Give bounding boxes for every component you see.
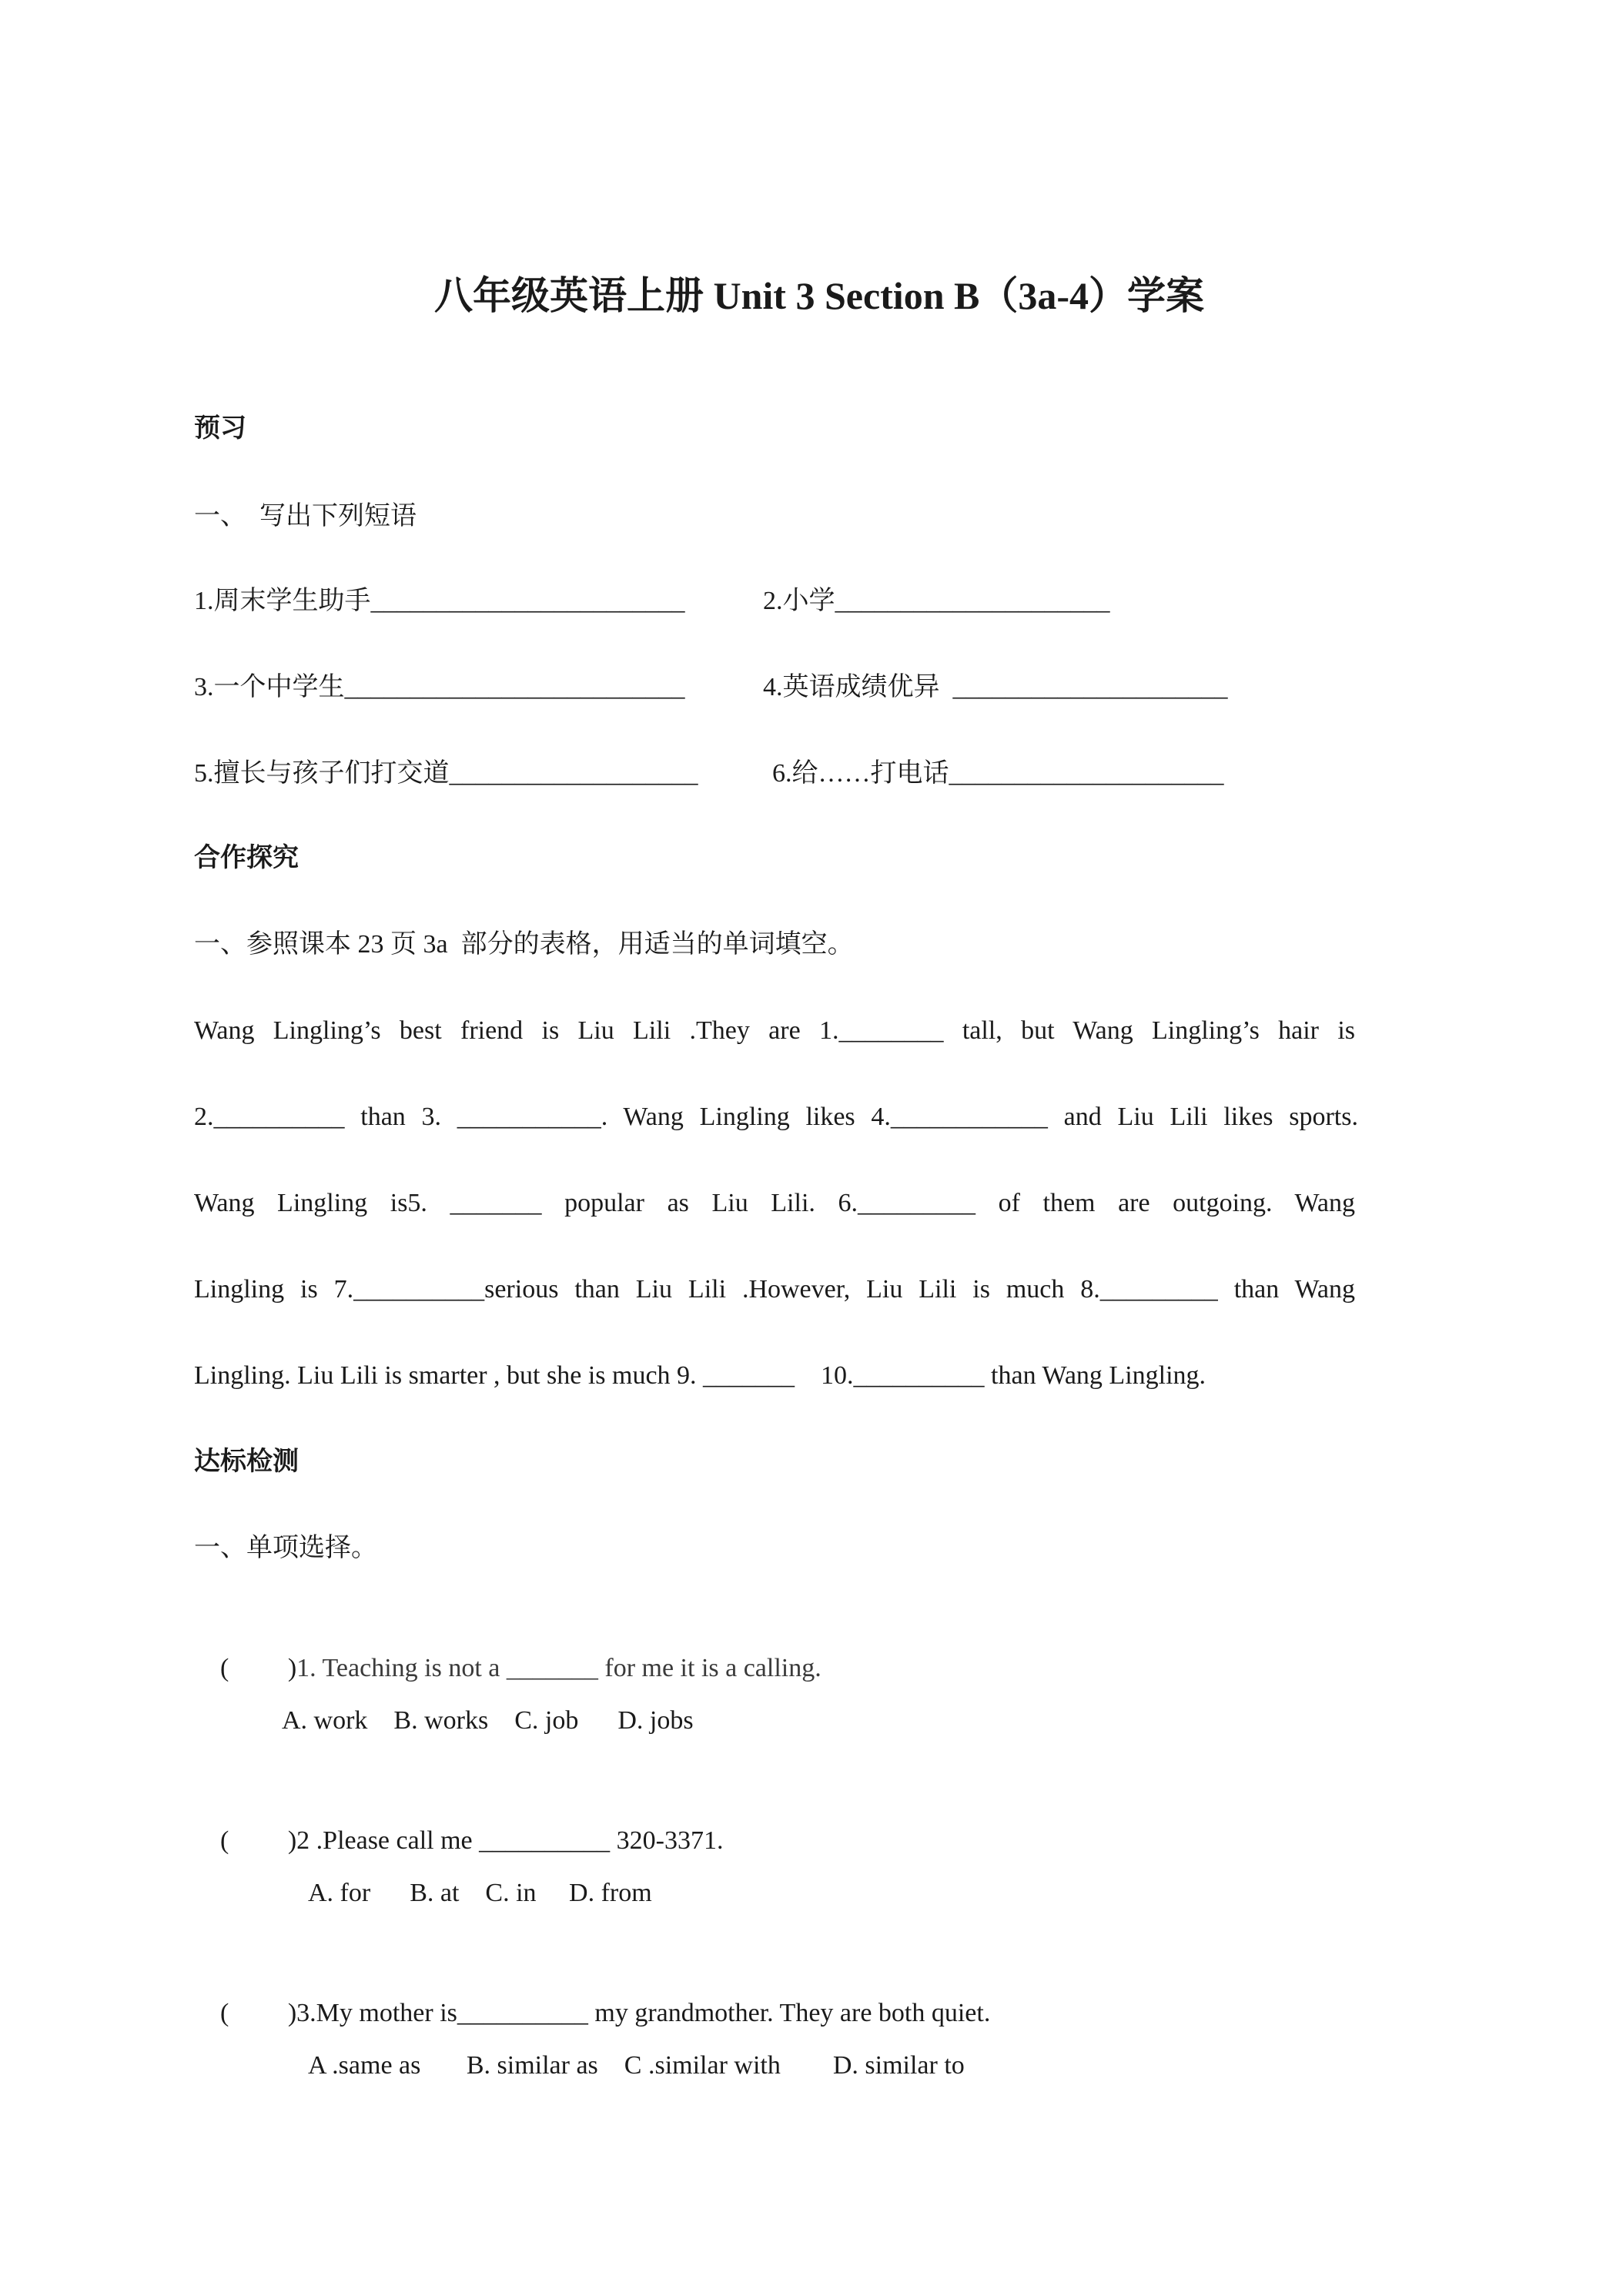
cloze-line[interactable]: Lingling. Liu Lili is smarter , but she is much 9. _______ 10.__________ than Wang Lingling. [194,1361,1206,1390]
phrase-item-2[interactable]: 2.小学_____________________ [763,587,1110,615]
answer-blank[interactable]: __________ [479,1826,611,1855]
question-1-options: A. work B. works C. job D. jobs [282,1706,694,1735]
question-tail: for me it is a calling. [597,1654,822,1682]
cloze-line[interactable]: Wang Lingling is5. _______ popular as Liu Lili. 6._________ of them are outgoing. Wang [194,1189,1355,1217]
test-instruction: 一、单项选择。 [194,1534,377,1562]
section-heading-test: 达标检测 [194,1448,299,1476]
section-heading-explore: 合作探究 [194,844,299,872]
question-tail: 320-3371. [610,1826,724,1855]
answer-parentheses[interactable]: ( ) [220,1999,297,2027]
question-stem: 2 .Please call me [296,1826,480,1855]
phrase-item-3[interactable]: 3.一个中学生__________________________ [194,673,685,701]
cloze-line[interactable]: 2.__________ than 3. ___________. Wang Lingling likes 4.____________ and Liu Lili likes sports. [194,1103,1358,1131]
cloze-line[interactable]: Wang Lingling’s best friend is Liu Lili .They are 1.________ tall, but Wang Lingling’s hair is [194,1016,1355,1045]
phrase-item-1[interactable]: 1.周末学生助手________________________ [194,587,685,615]
preview-instruction: 一、 写出下列短语 [194,502,417,530]
explore-instruction: 一、参照课本 23 页 3a 部分的表格，用适当的单词填空。 [194,930,854,959]
page-title: 八年级英语上册 Unit 3 Section B（3a-4）学案 [434,274,1204,317]
cloze-line[interactable]: Lingling is 7.__________serious than Liu Lili .However, Liu Lili is much 8._________ than Wang [194,1275,1355,1304]
question-tail: my grandmother. They are both quiet. [587,1999,991,2027]
phrase-item-6[interactable]: 6.给……打电话_____________________ [772,759,1224,788]
answer-parentheses[interactable]: ( ) [220,1826,297,1855]
question-stem: 3.My mother is [296,1999,457,2027]
answer-parentheses[interactable]: ( ) [220,1654,297,1682]
question-2-options: A. for B. at C. in D. from [308,1879,652,1907]
question-3-options: A .same as B. similar as C .similar with D. similar to [308,2051,965,2080]
phrase-item-5[interactable]: 5.擅长与孩子们打交道___________________ [194,759,698,788]
phrase-item-4[interactable]: 4.英语成绩优异 _____________________ [763,673,1228,701]
question-stem: 1. Teaching is not a [296,1654,507,1682]
section-heading-preview: 预习 [194,414,246,443]
answer-blank[interactable]: __________ [457,1999,588,2027]
answer-blank[interactable]: _______ [506,1654,598,1682]
